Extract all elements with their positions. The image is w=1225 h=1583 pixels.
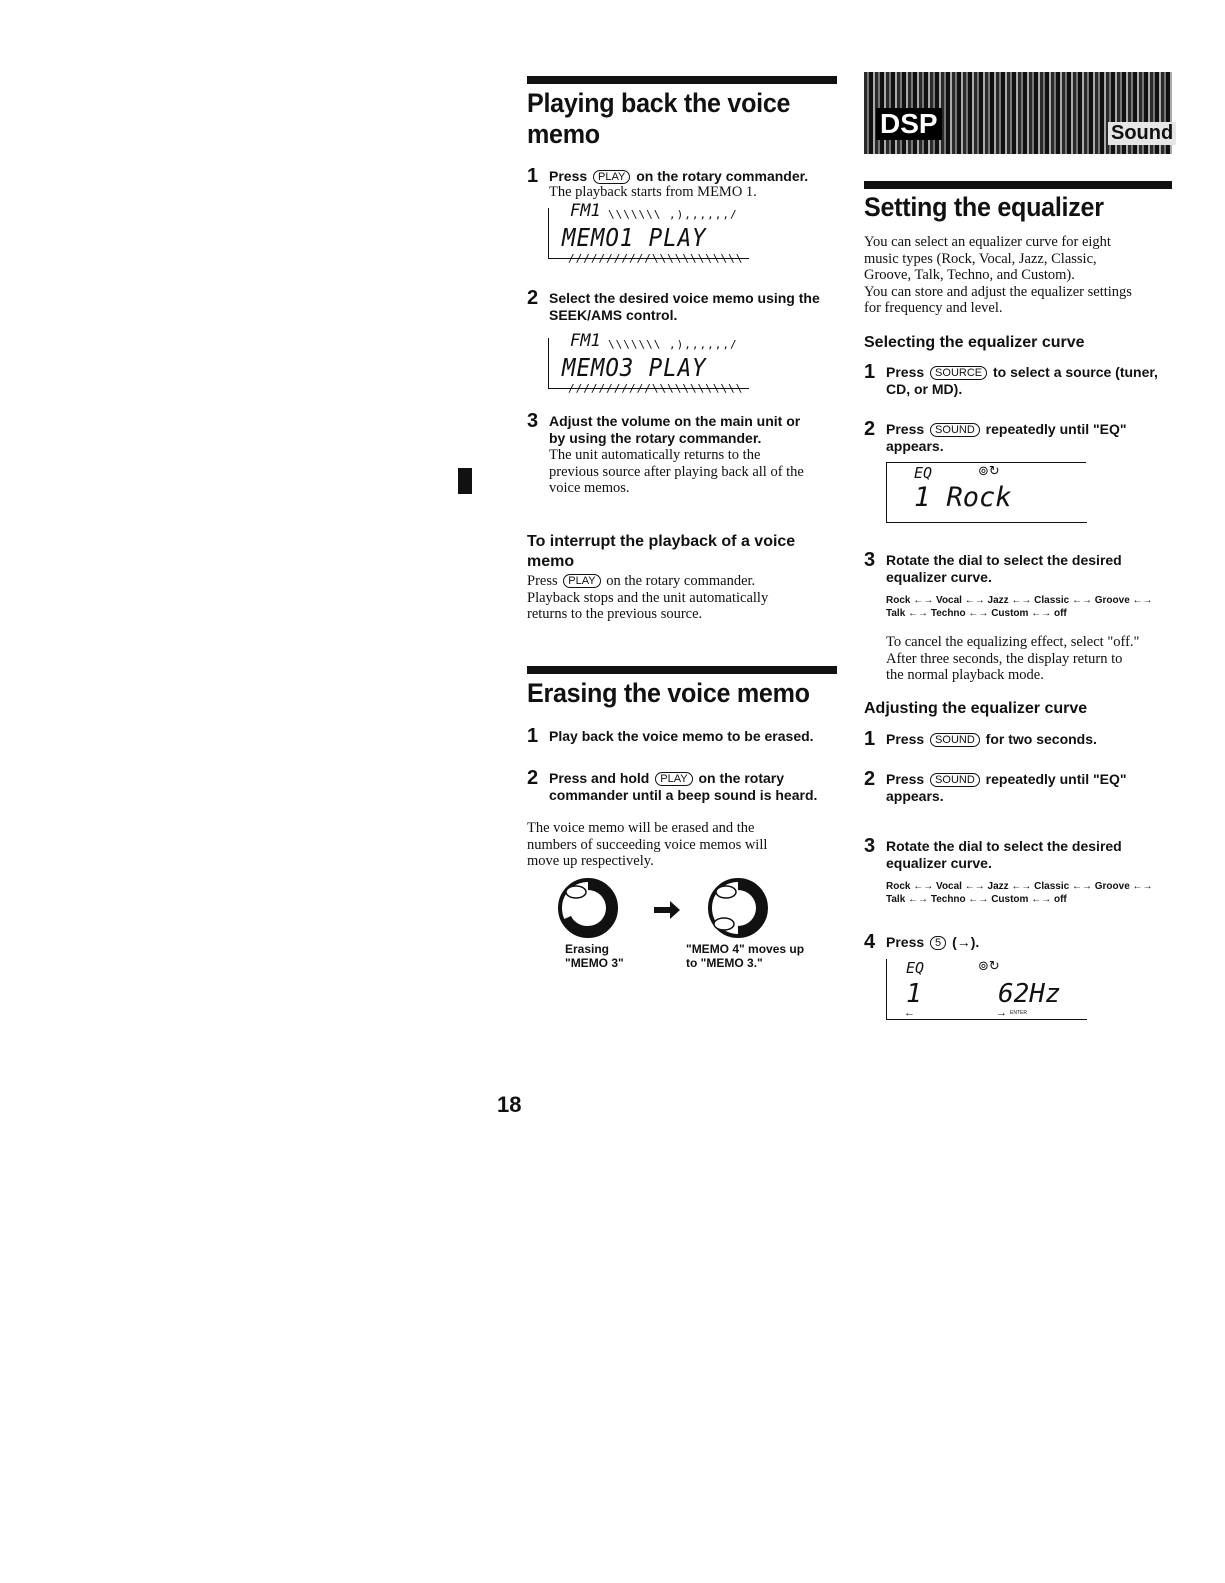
lcd-ticks: \\\\\\\ ,),,,,,,/ <box>608 208 738 221</box>
section-rule <box>527 76 837 84</box>
step-text: Press PLAY on the rotary commander. <box>549 168 809 184</box>
lcd-ticks: \\\\\\\ ,),,,,,,/ <box>608 338 738 351</box>
sound-key: SOUND <box>930 423 980 437</box>
arrow-left-icon: ← <box>904 1007 915 1019</box>
step-text: Select the desired voice memo using the SEEK/AMS control. <box>549 290 820 323</box>
lcd-display-eq-rock <box>886 460 1086 524</box>
source-key: SOURCE <box>930 366 987 380</box>
lcd-band: FM1 <box>570 331 601 351</box>
lcd-enter-label: ENTER <box>1010 1010 1027 1016</box>
step-text: Press 5 (→). <box>886 934 980 950</box>
lcd-eq-label: EQ <box>906 959 925 977</box>
step-number: 4 <box>864 931 876 953</box>
step-text: Rotate the dial to select the desired equalizer curve. <box>886 838 1122 871</box>
memo-wheel-after <box>710 880 766 936</box>
arrow-right-icon: → <box>996 1007 1007 1019</box>
step-number: 1 <box>527 165 539 187</box>
play-key: PLAY <box>563 574 600 588</box>
adjusting-title: Adjusting the equalizer curve <box>864 700 1088 717</box>
eq-curve-sequence: Rock ←→ Vocal ←→ Jazz ←→ Classic ←→ Groove ←→ Talk ←→ Techno ←→ Custom ←→ off <box>886 881 1153 905</box>
step-text: Press SOUND repeatedly until "EQ" appears. <box>886 421 1127 454</box>
lcd-main-text: MEMO1 PLAY <box>562 223 707 252</box>
lcd-display-eq-62hz <box>886 955 1086 1021</box>
lcd-band: FM1 <box>570 201 601 221</box>
lcd-ticks: ///////////\\\\\\\\\\\\ <box>568 252 744 265</box>
banner-label: DSP <box>876 108 942 140</box>
step-text: Adjust the volume on the main unit or by using the rotary commander. <box>549 413 801 446</box>
step-number: 2 <box>864 418 876 440</box>
key-5: 5 <box>930 936 946 950</box>
sound-key: SOUND <box>930 773 980 787</box>
step-number: 2 <box>864 768 876 790</box>
lcd-eq-label: EQ <box>914 464 933 482</box>
step-text: Play back the voice memo to be erased. <box>549 728 814 744</box>
step-text: Press SOUND repeatedly until "EQ" appears. <box>886 771 1127 804</box>
margin-tab-marker <box>458 468 472 494</box>
step-number: 1 <box>527 725 539 747</box>
banner-overlay-text: Sound <box>1108 122 1176 145</box>
memo-wheel-before <box>560 880 616 936</box>
step-number: 3 <box>864 549 876 571</box>
section-rule <box>527 666 837 674</box>
interrupt-title: To interrupt the playback of a voice memo <box>527 533 796 570</box>
lcd-value-right: 62Hz <box>998 979 1061 1009</box>
lcd-ticks: ///////////\\\\\\\\\\\\ <box>568 382 744 395</box>
step-number: 2 <box>527 767 539 789</box>
dsp-banner <box>864 72 1172 154</box>
selecting-title: Selecting the equalizer curve <box>864 334 1085 351</box>
title-line: Playing back the voice <box>527 88 791 118</box>
step-number: 3 <box>527 410 539 432</box>
play-key: PLAY <box>593 170 630 184</box>
caption-erasing: Erasing "MEMO 3" <box>565 942 624 970</box>
play-key: PLAY <box>655 772 692 786</box>
erasing-body: The voice memo will be erased and the numbers of succeeding voice memos will move up respectively. <box>527 820 768 869</box>
cancel-note: To cancel the equalizing effect, select "off." After three seconds, the display return to the normal playback mode. <box>886 634 1140 683</box>
caption-moves-up: "MEMO 4" moves up to "MEMO 3." <box>686 942 805 970</box>
lcd-display-memo1 <box>548 198 758 268</box>
rotate-dial-icon: ⊚↻ <box>978 464 1000 479</box>
sound-key: SOUND <box>930 733 980 747</box>
title-line: memo <box>527 119 600 149</box>
lcd-main-text: 1 Rock <box>914 482 1012 513</box>
equalizer-intro: You can select an equalizer curve for eight music types (Rock, Vocal, Jazz, Classic, Groove, Talk, Techno, and Custom). You can store and adjust the equalizer settings for frequency and level. <box>864 234 1132 316</box>
lcd-main-text: MEMO3 PLAY <box>562 353 707 382</box>
step-text: Press SOUND for two seconds. <box>886 731 1097 747</box>
lcd-display-memo3 <box>548 328 758 398</box>
erasing-title: Erasing the voice memo <box>527 678 810 708</box>
rotate-dial-icon: ⊚↻ <box>978 959 1000 974</box>
step-number: 1 <box>864 728 876 750</box>
arrow-right-icon <box>654 901 680 919</box>
eq-curve-sequence: Rock ←→ Vocal ←→ Jazz ←→ Classic ←→ Groove ←→ Talk ←→ Techno ←→ Custom ←→ off <box>886 595 1153 619</box>
page-number: 18 <box>497 1092 522 1117</box>
lcd-value-left: 1 <box>906 979 922 1009</box>
step-text: Rotate the dial to select the desired equalizer curve. <box>886 552 1122 585</box>
memo-wheel-illustration <box>548 870 808 942</box>
step-number: 1 <box>864 361 876 383</box>
playback-title <box>527 88 790 150</box>
step-body: The playback starts from MEMO 1. <box>549 184 757 200</box>
section-rule <box>864 181 1172 189</box>
interrupt-body: Press PLAY on the rotary commander. Playback stops and the unit automatically returns to the previous source. <box>527 573 769 622</box>
step-number: 2 <box>527 287 539 309</box>
step-body: The unit automatically returns to the previous source after playing back all of the voice memos. <box>549 447 804 496</box>
equalizer-title: Setting the equalizer <box>864 192 1104 222</box>
step-number: 3 <box>864 835 876 857</box>
step-text: Press and hold PLAY on the rotary commander until a beep sound is heard. <box>549 770 818 803</box>
step-text: Press SOURCE to select a source (tuner, CD, or MD). <box>886 364 1158 397</box>
